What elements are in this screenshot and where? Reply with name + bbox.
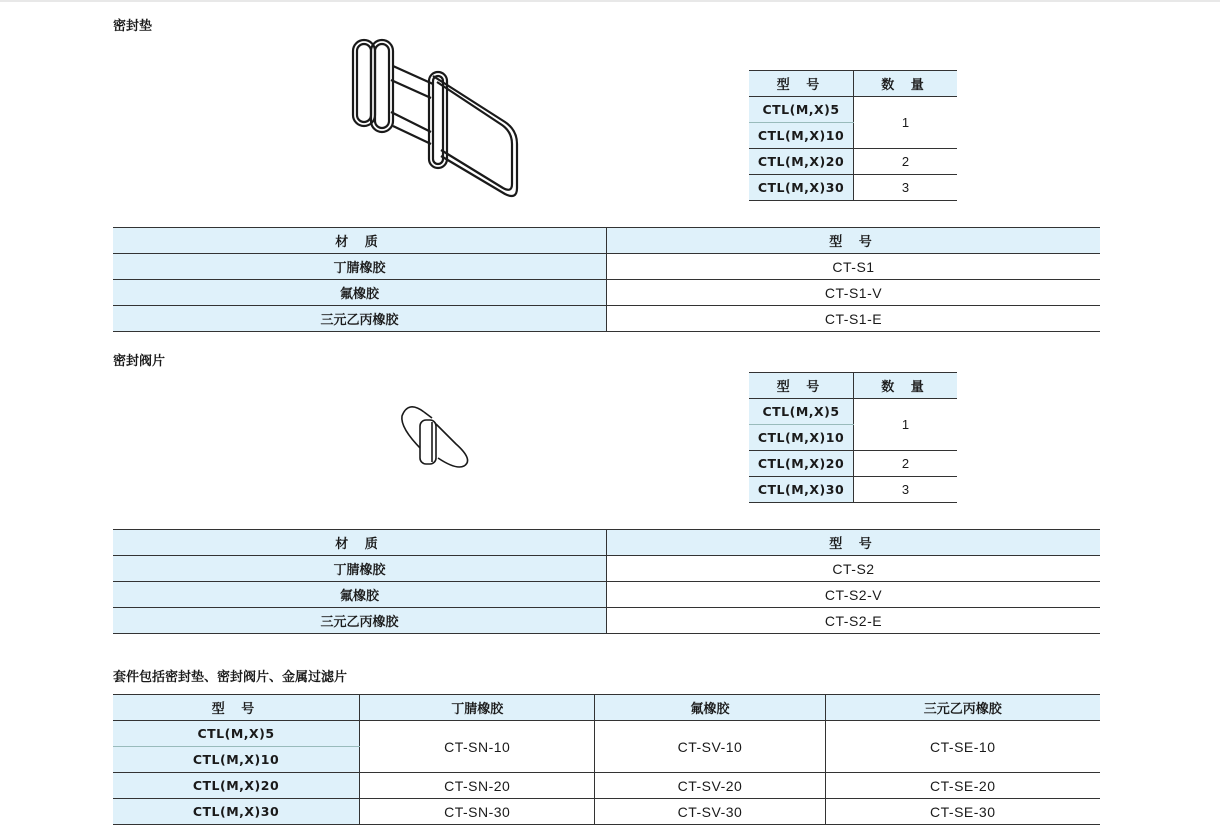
- header-model: 型 号: [607, 228, 1101, 254]
- table-row: [113, 721, 1100, 747]
- kit-cell: CT-SV-30: [595, 799, 825, 825]
- kit-cell: CT-SN-30: [360, 799, 595, 825]
- kit-cell: CT-SE-20: [825, 773, 1100, 799]
- kit-cell: CT-SE-10: [825, 721, 1100, 773]
- seal-gasket-illustration: [345, 36, 530, 204]
- seal-valve-material-table: [113, 529, 1100, 634]
- material-cell: 氟橡胶: [113, 582, 607, 608]
- model-cell: CT-S1-E: [607, 306, 1101, 332]
- quantity-cell: 3: [854, 175, 958, 201]
- table-row: [749, 97, 957, 123]
- model-cell: CT-S2-E: [607, 608, 1101, 634]
- section-title-seal-valve: 密封阀片: [113, 354, 166, 369]
- table-row: [113, 306, 1100, 332]
- header-model: 型 号: [113, 695, 360, 721]
- model-cell: CT-S2-V: [607, 582, 1101, 608]
- quantity-cell: 1: [854, 399, 958, 451]
- top-rule: [0, 0, 1220, 2]
- header-model: 型 号: [749, 71, 854, 97]
- model-cell: CT-S1: [607, 254, 1101, 280]
- header-model: 型 号: [749, 373, 854, 399]
- material-cell: 三元乙丙橡胶: [113, 306, 607, 332]
- table-row: [749, 399, 957, 425]
- header-material: 材 质: [113, 228, 607, 254]
- material-cell: 丁腈橡胶: [113, 556, 607, 582]
- header-epdm: 三元乙丙橡胶: [825, 695, 1100, 721]
- quantity-cell: 1: [854, 97, 958, 149]
- material-cell: 氟橡胶: [113, 280, 607, 306]
- kit-table: [113, 694, 1100, 825]
- table-row: [749, 149, 957, 175]
- table-row: [113, 254, 1100, 280]
- seal-gasket-quantity-table: [749, 70, 957, 201]
- model-cell: CTL(M,X)10: [113, 747, 360, 773]
- model-cell: CT-S2: [607, 556, 1101, 582]
- seal-valve-illustration: [398, 402, 476, 470]
- table-row: [749, 175, 957, 201]
- material-cell: 丁腈橡胶: [113, 254, 607, 280]
- quantity-cell: 3: [854, 477, 958, 503]
- header-quantity: 数 量: [854, 71, 958, 97]
- model-cell: CTL(M,X)20: [749, 149, 854, 175]
- material-cell: 三元乙丙橡胶: [113, 608, 607, 634]
- table-row: [113, 799, 1100, 825]
- seal-valve-quantity-table: [749, 372, 957, 503]
- table-row: [113, 556, 1100, 582]
- model-cell: CTL(M,X)5: [749, 97, 854, 123]
- table-row: [113, 280, 1100, 306]
- model-cell: CTL(M,X)20: [749, 451, 854, 477]
- table-row: [749, 477, 957, 503]
- model-cell: CTL(M,X)30: [113, 799, 360, 825]
- kit-cell: CT-SE-30: [825, 799, 1100, 825]
- header-quantity: 数 量: [854, 373, 958, 399]
- model-cell: CTL(M,X)10: [749, 123, 854, 149]
- header-fkm: 氟橡胶: [595, 695, 825, 721]
- section-title-seal-gasket: 密封垫: [113, 19, 153, 34]
- model-cell: CTL(M,X)30: [749, 175, 854, 201]
- header-material: 材 质: [113, 530, 607, 556]
- model-cell: CTL(M,X)10: [749, 425, 854, 451]
- table-row: [113, 773, 1100, 799]
- kit-cell: CT-SV-20: [595, 773, 825, 799]
- section-title-kit: 套件包括密封垫、密封阀片、金属过滤片: [113, 670, 348, 685]
- seal-gasket-material-table: [113, 227, 1100, 332]
- table-row: [113, 582, 1100, 608]
- header-model: 型 号: [607, 530, 1101, 556]
- table-row: [113, 608, 1100, 634]
- model-cell: CTL(M,X)5: [749, 399, 854, 425]
- kit-cell: CT-SN-10: [360, 721, 595, 773]
- model-cell: CTL(M,X)5: [113, 721, 360, 747]
- quantity-cell: 2: [854, 451, 958, 477]
- header-nbr: 丁腈橡胶: [360, 695, 595, 721]
- model-cell: CTL(M,X)20: [113, 773, 360, 799]
- kit-cell: CT-SV-10: [595, 721, 825, 773]
- kit-cell: CT-SN-20: [360, 773, 595, 799]
- model-cell: CTL(M,X)30: [749, 477, 854, 503]
- table-row: [749, 451, 957, 477]
- quantity-cell: 2: [854, 149, 958, 175]
- model-cell: CT-S1-V: [607, 280, 1101, 306]
